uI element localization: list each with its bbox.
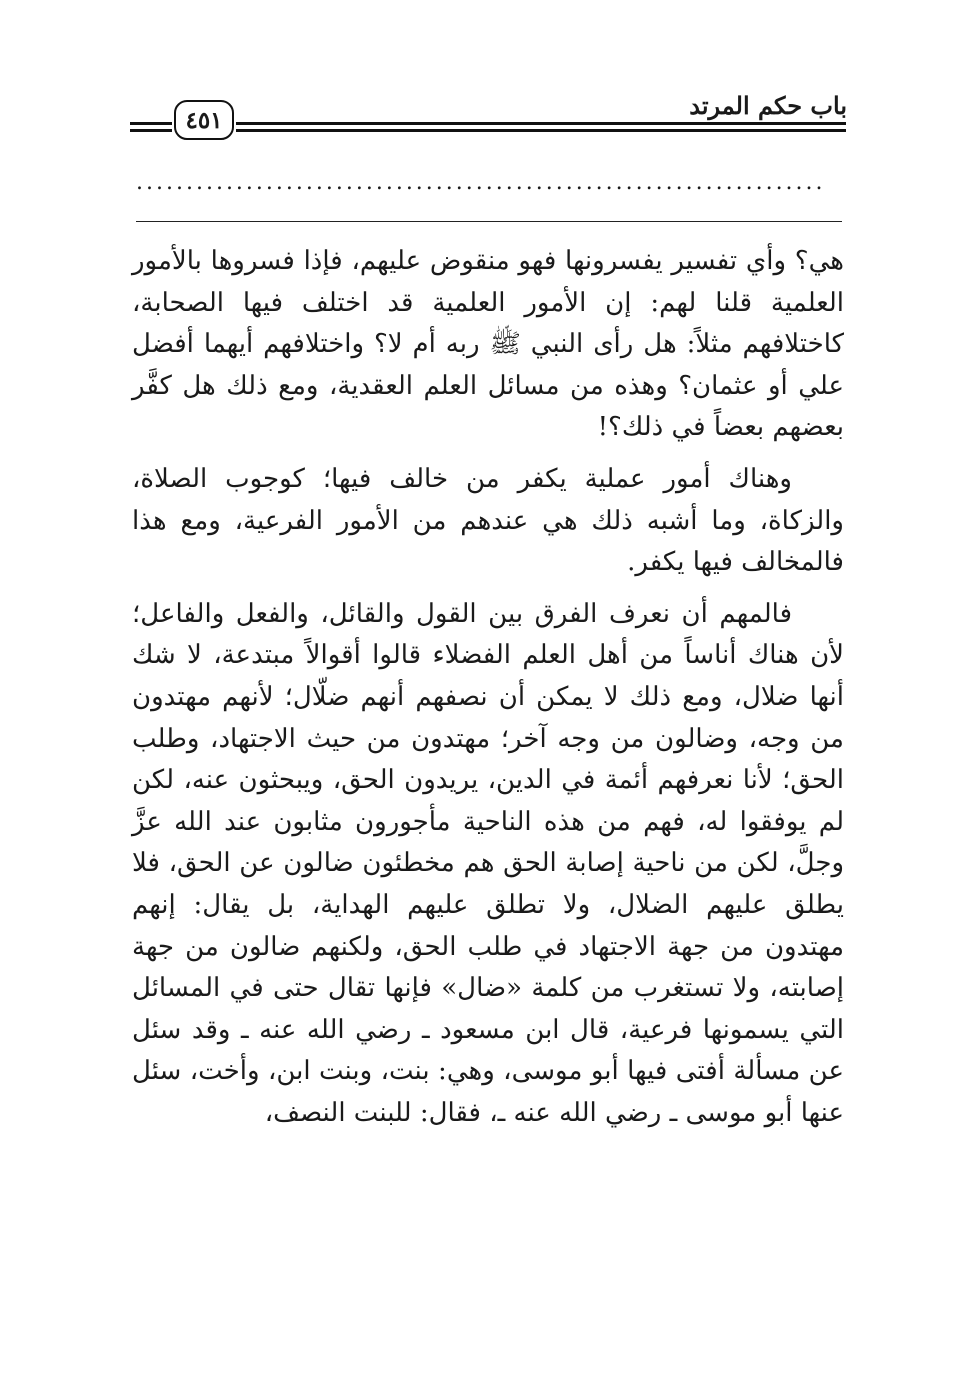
header-rule-top [236,122,846,125]
header-rule-left-top [130,122,172,125]
text-separator [136,221,842,222]
paragraph-2: وهناك أمور عملية يكفر من خالف فيها؛ كوجوب الصلاة، والزكاة، وما أشبه ذلك هي عندهم من الأمور الفرعية، ومع هذا فالمخالف فيها يكفر. [132,463,844,578]
chapter-title: باب حكم المرتد [689,91,847,120]
body-text [132,241,844,1134]
paragraph-3: فالمهم أن نعرف الفرق بين القول والقائل، والفعل والفاعل؛ لأن هناك أناساً من أهل العلم الفضلاء قالوا أقوالاً مبتدعة، لا شك أنها ضلال، ومع ذلك لا يمكن أن نصفهم أنهم ضلّال؛ لأنهم مهتدون من وجه، وضالون من وجه آخر؛ مهتدون من حيث الاجتهاد، وطلب الحق؛ لأنا نعرفهم أئمة في الدين، يريدون الحق، ويبحثون عنه، لكن لم يوفقوا له، فهم من هذه الناحية مأجورون مثابون عند الله عزَّ وجلَّ، لكن من ناحية إصابة الحق هم مخطئون ضالون عن الحق، فلا يطلق عليهم الضلال، ولا تطلق عليهم الهداية، بل يقال: إنهم مهتدون من جهة الاجتهاد في طلب الحق، ولكنهم ضالون من جهة إصابته، ولا تستغرب من كلمة «ضال» فإنها تقال حتى في المسائل التي يسمونها فرعية، قال ابن مسعود ـ رضي الله عنه ـ وقد سئل عن مسألة أفتى فيها أبو موسى، وهي: بنت، وبنت ابن، وأخت، سئل عنها أبو موسى ـ رضي الله عنه ـ، فقال: للبنت النصف، [132,598,844,1128]
header-rule-bottom [236,129,846,132]
page-header [0,88,955,158]
dotted-placeholder-line: ..................................................................... [136,172,826,194]
header-rule-left-bottom [130,129,172,132]
page-number: ٤٥١ [174,100,234,140]
paragraph-1: هي؟ وأي تفسير يفسرونها فهو منقوض عليهم، فإذا فسروها بالأمور العلمية قلنا لهم: إن الأمور العلمية قد اختلف فيها الصحابة، كاختلافهم مثلاً: هل رأى النبي ﷺ ربه أم لا؟ واختلافهم أيهما أفضل علي أو عثمان؟ وهذه من مسائل العلم العقدية، ومع ذلك هل كفَّر بعضهم بعضاً في ذلك؟! [132,246,844,443]
